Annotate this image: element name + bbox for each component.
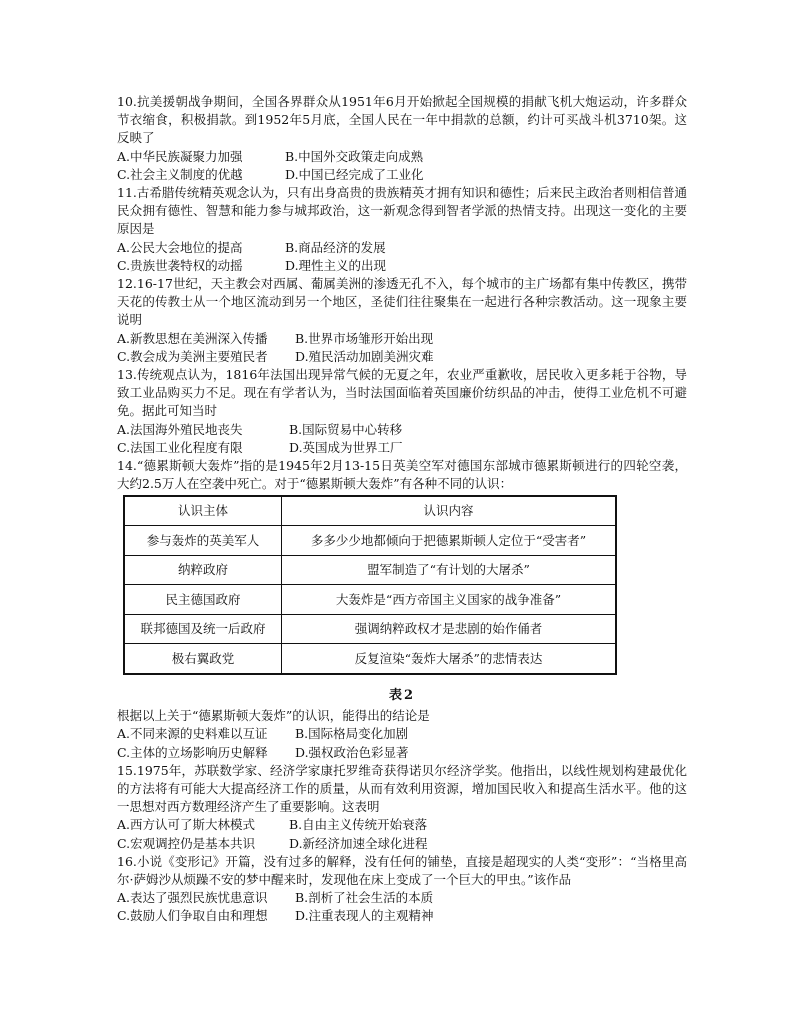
table-header-row <box>124 496 616 526</box>
option-c: C.法国工业化程度有限 <box>117 439 243 455</box>
option-a: A.西方认可了斯大林模式 <box>117 817 256 833</box>
question-10 <box>117 93 687 184</box>
options-row <box>117 166 687 184</box>
table-row <box>124 644 616 674</box>
question-prompt: 根据以上关于“德累斯顿大轰炸”的认识，能得出的结论是 <box>117 708 430 724</box>
option-b: B.国际贸易中心转移 <box>289 421 403 437</box>
option-d: D.英国成为世界工厂 <box>289 439 403 455</box>
table-cell-subject: 纳粹政府 <box>124 555 282 585</box>
question-16 <box>117 853 687 926</box>
option-c: C.宏观调控仍是基本共识 <box>117 835 256 851</box>
options-row <box>117 816 687 834</box>
option-a: A.新教思想在美洲深入传播 <box>117 330 268 346</box>
table-cell-subject: 联邦德国及统一后政府 <box>124 614 282 644</box>
option-d: D.殖民活动加剧美洲灾难 <box>295 348 434 364</box>
table-cell-content: 多多少少地都倾向于把德累斯顿人定位于“受害者” <box>282 526 617 556</box>
table-cell-subject: 民主德国政府 <box>124 585 282 615</box>
table-caption: 表2 <box>388 687 416 703</box>
question-11 <box>117 184 687 275</box>
table-row <box>124 585 616 615</box>
question-stem: 14.“德累斯顿大轰炸”指的是1945年2月13-15日英美空军对德国东部城市德累斯顿进行的四轮空袭，大约2.5万人在空袭中死亡。对于“德累斯顿大轰炸”有各种不同的认识： <box>117 458 687 492</box>
option-d: D.强权政治色彩显著 <box>295 744 409 760</box>
exam-page <box>117 93 687 926</box>
table-header: 认识内容 <box>282 496 617 526</box>
perception-table <box>123 495 617 675</box>
question-stem: 11.古希腊传统精英观念认为，只有出身高贵的贵族精英才拥有知识和德性；后来民主政治者则相信普通民众拥有德性、智慧和能力参与城邦政治，这一新观念得到智者学派的热情支持。出现这一变化的主要原因是 <box>117 185 687 237</box>
table-cell-content: 强调纳粹政权才是悲剧的始作俑者 <box>282 614 617 644</box>
question-12 <box>117 275 687 366</box>
question-stem: 13.传统观点认为，1816年法国出现异常气候的无夏之年，农业严重歉收，居民收入更多耗于谷物，导致工业品购买力不足。现在有学者认为，当时法国面临着英国廉价纺织品的冲击，使得工业危机不可避免。据此可知当时 <box>117 367 687 419</box>
option-b: B.自由主义传统开始衰落 <box>289 817 428 833</box>
table-cell-subject: 参与轰炸的英美军人 <box>124 526 282 556</box>
table-cell-content: 反复渲染“轰炸大屠杀”的悲情表达 <box>282 644 617 674</box>
options-row <box>117 907 687 925</box>
question-stem: 12.16-17世纪，天主教会对西属、葡属美洲的渗透无孔不入，每个城市的主广场都有集中传教区，携带天花的传教士从一个地区流动到另一个地区，圣徒们往往聚集在一起进行各种宗教活动。这一现象主要说明 <box>117 276 687 328</box>
options-row <box>117 330 687 348</box>
options-row <box>117 725 687 743</box>
option-a: A.公民大会地位的提高 <box>117 239 243 255</box>
option-c: C.贵族世袭特权的动摇 <box>117 257 243 273</box>
options-row <box>117 257 687 275</box>
question-stem: 15.1975年，苏联数学家、经济学家康托罗维奇获得诺贝尔经济学奖。他指出，以线性规划构建最优化的方法将有可能大大提高经济工作的质量，从而有效利用资源，增加国民收入和提高生活水平。他的这一思想对西方数理经济产生了重要影响。这表明 <box>117 762 687 815</box>
options-row <box>117 148 687 166</box>
table-row <box>124 555 616 585</box>
table-cell-subject: 极右翼政党 <box>124 644 282 674</box>
question-stem: 16.小说《变形记》开篇，没有过多的解释，没有任何的铺垫，直接是超现实的人类“变形”：“当格里高尔·萨姆沙从烦躁不安的梦中醒来时，发现他在床上变成了一个巨大的甲虫。”该作品 <box>117 853 687 887</box>
question-stem: 10.抗美援朝战争期间，全国各界群众从1951年6月开始掀起全国规模的捐献飞机大炮运动，许多群众节衣缩食，积极捐款。到1952年5月底，全国人民在一年中捐款的总额，约计可买战斗机3710架。这反映了 <box>117 94 687 146</box>
option-c: C.教会成为美洲主要殖民者 <box>117 348 268 364</box>
option-b: B.国际格局变化加剧 <box>295 726 409 742</box>
question-13 <box>117 366 687 457</box>
option-d: D.中国已经完成了工业化 <box>285 166 424 182</box>
options-row <box>117 421 687 439</box>
option-a: A.不同来源的史料难以互证 <box>117 726 268 742</box>
option-c: C.鼓励人们争取自由和理想 <box>117 908 268 924</box>
table-row <box>124 614 616 644</box>
option-b: B.中国外交政策走向成熟 <box>285 148 424 164</box>
option-a: A.中华民族凝聚力加强 <box>117 148 243 164</box>
option-b: B.商品经济的发展 <box>285 239 386 255</box>
options-row <box>117 835 687 853</box>
option-d: D.理性主义的出现 <box>285 257 387 273</box>
options-row <box>117 889 687 907</box>
option-a: A.法国海外殖民地丧失 <box>117 421 243 437</box>
option-b: B.剖析了社会生活的本质 <box>295 890 434 906</box>
table-header: 认识主体 <box>124 496 282 526</box>
question-14 <box>117 457 687 762</box>
options-row <box>117 744 687 762</box>
question-15 <box>117 762 687 853</box>
option-d: D.新经济加速全球化进程 <box>289 835 428 851</box>
option-a: A.表达了强烈民族忧患意识 <box>117 890 268 906</box>
option-d: D.注重表现人的主观精神 <box>295 908 434 924</box>
table-row <box>124 526 616 556</box>
options-row <box>117 348 687 366</box>
options-row <box>117 439 687 457</box>
option-c: C.社会主义制度的优越 <box>117 166 243 182</box>
option-c: C.主体的立场影响历史解释 <box>117 744 268 760</box>
table-cell-content: 盟军制造了“有计划的大屠杀” <box>282 555 617 585</box>
table-cell-content: 大轰炸是“西方帝国主义国家的战争准备” <box>282 585 617 615</box>
option-b: B.世界市场雏形开始出现 <box>295 330 434 346</box>
options-row <box>117 239 687 257</box>
